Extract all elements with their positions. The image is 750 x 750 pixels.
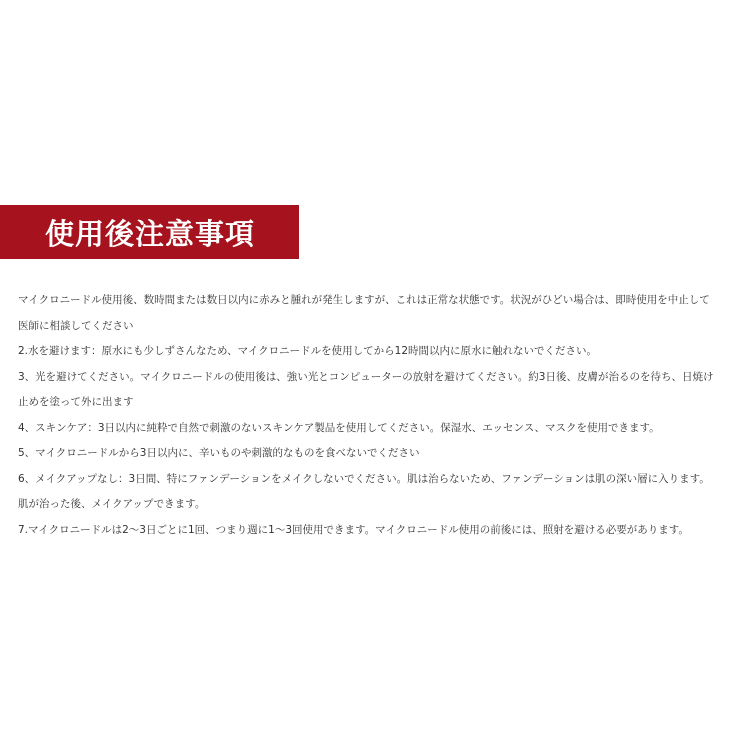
precaution-item: 4、スキンケア：3日以内に純粋で自然で刺激のないスキンケア製品を使用してください。保湿水、エッセンス、マスクを使用できます。 <box>18 421 660 434</box>
precaution-item: 3、光を避けてください。マイクロニードルの使用後は、強い光とコンピューターの放射を避けてください。約3日後、皮膚が治るのを待ち、日焼け止めを塗って外に出ます <box>18 370 714 408</box>
precaution-item: 5、マイクロニードルから3日以内に、辛いものや刺激的なものを食べないでください <box>18 447 420 459</box>
precautions-list <box>18 288 720 543</box>
section-title: 使用後注意事項 <box>45 216 256 251</box>
precaution-item: 2.水を避けます：原水にも少しずさんなため、マイクロニードルを使用してから12時間以内に原水に触れないでください。 <box>18 345 598 357</box>
precaution-item: 6、メイクアップなし：3日間、特にファンデーションをメイクしないでください。肌は治らないため、ファンデーションは肌の深い層に入ります。肌が治った後、メイクアップできます。 <box>18 472 710 510</box>
precaution-item: マイクロニードル使用後、数時間または数日以内に赤みと腫れが発生しますが、これは正常な状態です。状況がひどい場合は、即時使用を中止して医師に相談してください <box>18 294 710 332</box>
precaution-item: 7.マイクロニードルは2〜3日ごとに1回、つまり週に1〜3回使用できます。マイクロニードル使用の前後には、照射を避ける必要があります。 <box>18 523 689 536</box>
section-header-banner <box>0 205 299 259</box>
